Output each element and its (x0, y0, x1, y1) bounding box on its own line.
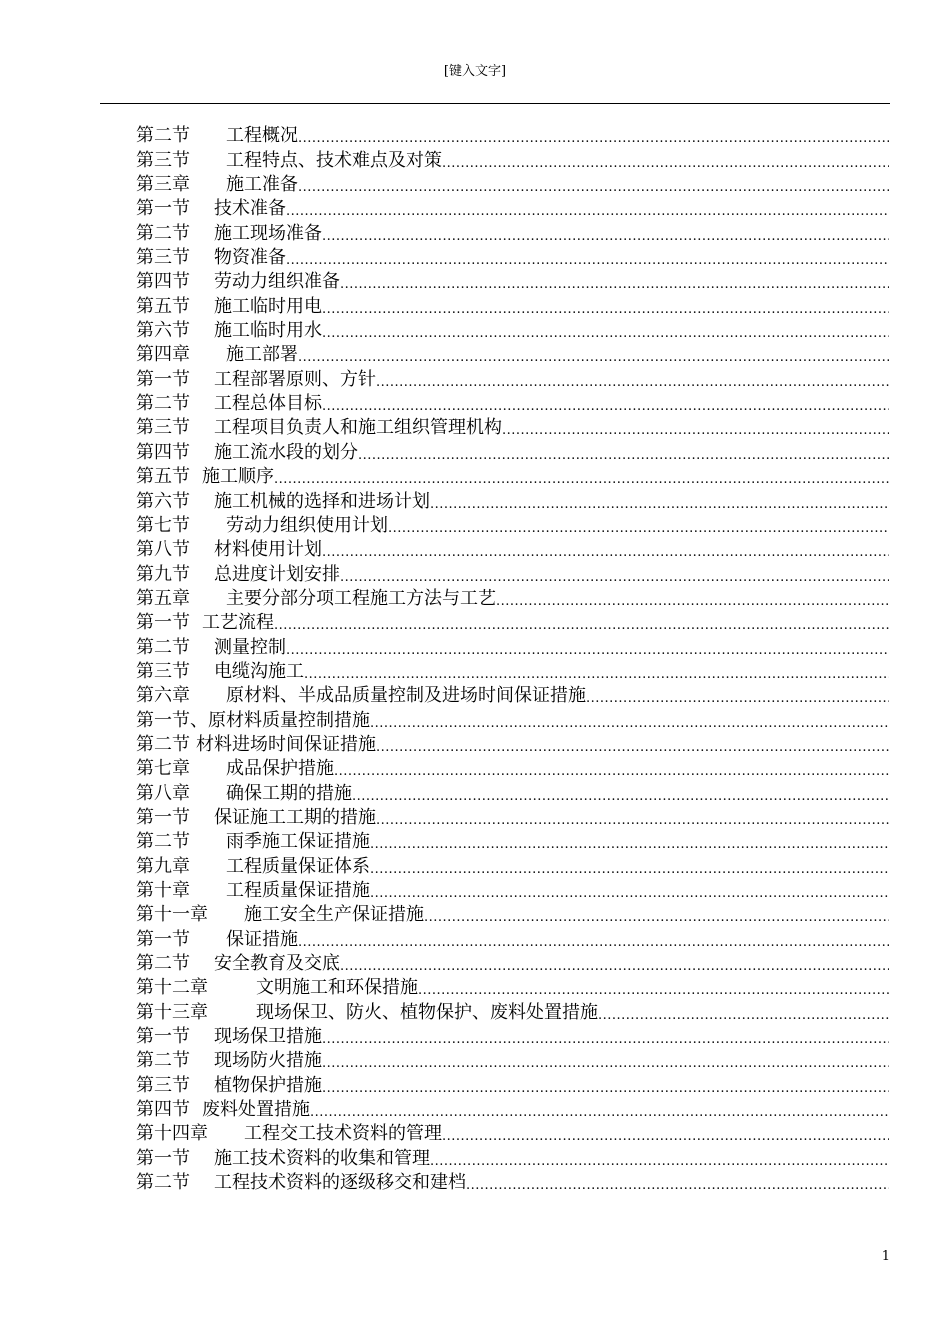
toc-entry-title: 文明施工和环保措施 (256, 977, 418, 999)
toc-dot-leader (274, 617, 889, 635)
toc-dot-leader (298, 934, 889, 952)
toc-entry-title: 原材料、半成品质量控制及进场时间保证措施 (226, 685, 586, 707)
toc-entry[interactable] (136, 416, 889, 440)
toc-entry-title: 工程技术资料的逐级移交和建档 (214, 1172, 466, 1194)
toc-dot-leader (322, 1055, 889, 1073)
toc-entry[interactable] (136, 489, 889, 513)
toc-dot-leader (298, 130, 889, 148)
toc-entry-number: 第六节 (136, 320, 190, 342)
toc-entry[interactable] (136, 660, 889, 684)
toc-entry-number: 第二节 (136, 733, 190, 755)
toc-entry-number: 第二节 (136, 1050, 190, 1072)
toc-entry-number: 第八章 (136, 782, 190, 804)
toc-entry-title: 物资准备 (214, 247, 286, 269)
toc-entry-number: 第四节 (136, 441, 190, 463)
toc-entry-number: 第三章 (136, 174, 190, 196)
toc-dot-leader (370, 715, 889, 733)
toc-entry-title: 工程概况 (226, 125, 298, 147)
toc-dot-leader (586, 690, 889, 708)
toc-entry[interactable] (136, 854, 889, 878)
toc-entry-number: 第三节 (136, 660, 190, 682)
toc-entry[interactable] (136, 927, 889, 951)
toc-entry-number: 第十章 (136, 880, 190, 901)
toc-entry-title: 植物保护措施 (214, 1074, 322, 1096)
toc-dot-leader (496, 593, 889, 611)
toc-entry-title: 工程质量保证体系 (226, 855, 370, 877)
toc-entry-title: 现场防火措施 (214, 1050, 322, 1072)
toc-entry[interactable] (136, 562, 889, 586)
toc-dot-leader (340, 569, 889, 587)
toc-entry[interactable] (136, 367, 889, 391)
toc-entry-title: 保证措施 (226, 928, 298, 950)
toc-entry-title: 劳动力组织准备 (214, 271, 340, 293)
toc-entry-title: 工程总体目标 (214, 393, 322, 415)
toc-dot-leader (322, 301, 889, 319)
toc-dot-leader (322, 1080, 889, 1098)
toc-dot-leader (442, 1128, 889, 1146)
toc-dot-leader (286, 252, 889, 270)
toc-entry-title: 施工准备 (226, 174, 298, 196)
toc-entry-number: 第五章 (136, 587, 190, 609)
toc-dot-leader (430, 1153, 889, 1171)
toc-entry-number: 第三节 (136, 247, 190, 269)
toc-dot-leader (352, 788, 889, 806)
toc-entry[interactable] (136, 148, 889, 172)
toc-entry-number: 第七节 (136, 514, 190, 536)
toc-entry[interactable] (136, 440, 889, 464)
toc-entry-title: 确保工期的措施 (226, 782, 352, 804)
toc-entry-title: 工程部署原则、方针 (214, 368, 376, 390)
toc-entry-number: 第二节 (136, 393, 190, 415)
toc-entry-title: 施工顺序 (202, 466, 274, 488)
toc-entry[interactable] (136, 952, 889, 976)
toc-entry-number: 第十三章 (136, 1001, 208, 1023)
toc-entry[interactable] (136, 538, 889, 562)
toc-entry-number: 第二节 (136, 953, 190, 975)
toc-entry-number: 第一节 (136, 368, 190, 390)
toc-entry-title: 废料处置措施 (202, 1099, 310, 1121)
toc-entry-number: 第六节 (136, 490, 190, 512)
toc-entry[interactable] (136, 879, 889, 903)
toc-dot-leader (322, 228, 889, 246)
toc-entry[interactable] (136, 294, 889, 318)
toc-entry-title: 雨季施工保证措施 (226, 831, 370, 853)
toc-entry-number: 第三节 (136, 1074, 190, 1096)
toc-entry[interactable] (136, 806, 889, 830)
toc-entry[interactable] (136, 708, 889, 732)
toc-entry-number: 第二节 (136, 636, 190, 658)
toc-dot-leader (598, 1007, 889, 1025)
toc-entry[interactable] (136, 684, 889, 708)
toc-entry-number: 第二节 (136, 831, 190, 853)
toc-entry[interactable] (136, 903, 889, 927)
toc-entry-title: 施工临时用电 (214, 295, 322, 317)
toc-dot-leader (442, 155, 889, 173)
toc-entry-number: 第四节 (136, 1099, 190, 1121)
toc-entry[interactable] (136, 1146, 889, 1170)
toc-entry[interactable] (136, 246, 889, 270)
toc-entry-number: 第五节 (136, 295, 190, 317)
toc-entry-number: 第一节 (136, 806, 190, 828)
toc-entry-title: 施工技术资料的收集和管理 (214, 1147, 430, 1169)
toc-entry-number: 第一节 (136, 612, 190, 634)
toc-entry[interactable] (136, 1073, 889, 1097)
toc-entry-title: 保证施工工期的措施 (214, 806, 376, 828)
toc-entry[interactable] (136, 514, 889, 538)
toc-entry-title: 施工机械的选择和进场计划 (214, 490, 430, 512)
toc-dot-leader (298, 179, 889, 197)
toc-entry[interactable] (136, 173, 889, 197)
toc-entry-number: 第三节 (136, 417, 190, 439)
toc-entry-number: 第一节 (136, 1026, 190, 1048)
toc-dot-leader (388, 520, 889, 538)
toc-entry[interactable] (136, 757, 889, 781)
toc-entry-title: 工程项目负责人和施工组织管理机构 (214, 417, 502, 439)
toc-dot-leader (298, 349, 889, 367)
toc-entry[interactable] (136, 1025, 889, 1049)
toc-dot-leader (340, 276, 889, 294)
toc-entry-title: 工程交工技术资料的管理 (244, 1123, 442, 1145)
toc-entry[interactable] (136, 587, 889, 611)
toc-dot-leader (286, 642, 889, 660)
toc-dot-leader (322, 325, 889, 343)
toc-entry[interactable] (136, 392, 889, 416)
toc-entry-title: 工程特点、技术难点及对策 (226, 149, 442, 171)
toc-entry[interactable] (136, 781, 889, 805)
page-header: [键入文字] (443, 64, 507, 79)
toc-entry-number: 第一节 (136, 1147, 190, 1169)
toc-entry-number: 第二节 (136, 222, 190, 244)
toc-dot-leader (370, 836, 889, 854)
toc-entry-title: 施工流水段的划分 (214, 441, 358, 463)
toc-entry[interactable] (136, 733, 889, 757)
toc-entry-number: 第一节 (136, 928, 190, 950)
toc-dot-leader (358, 447, 889, 465)
toc-entry[interactable] (136, 976, 889, 1000)
toc-entry-number: 第二节 (136, 125, 190, 147)
header-divider (100, 103, 890, 104)
toc-entry[interactable] (136, 270, 889, 294)
toc-entry-title: 技术准备 (214, 198, 286, 220)
toc-entry-title: 成品保护措施 (226, 758, 334, 780)
toc-dot-leader (418, 982, 889, 1000)
toc-entry-number: 第十二章 (136, 977, 208, 999)
toc-dot-leader (334, 763, 889, 781)
toc-entry-title: 材料进场时间保证措施 (196, 733, 376, 755)
toc-entry-title: 电缆沟施工 (214, 660, 304, 682)
toc-entry-number: 第十四章 (136, 1123, 208, 1145)
toc-entry-title: 现场保卫、防火、植物保护、废料处置措施 (256, 1001, 598, 1023)
toc-entry-title: 主要分部分项工程施工方法与工艺 (226, 587, 496, 609)
toc-entry-title: 现场保卫措施 (214, 1026, 322, 1048)
toc-entry-number: 第一节 (136, 198, 190, 220)
toc-entry-number: 第二节 (136, 1172, 190, 1194)
toc-dot-leader (340, 958, 889, 976)
toc-entry[interactable] (136, 611, 889, 635)
toc-entry-number: 第十一章 (136, 904, 208, 926)
toc-entry-title: 施工安全生产保证措施 (244, 904, 424, 926)
toc-entry-title: 测量控制 (214, 636, 286, 658)
toc-dot-leader (376, 812, 889, 830)
page-number: 1 (881, 1249, 890, 1264)
toc-entry[interactable] (136, 343, 889, 367)
toc-dot-leader (322, 398, 889, 416)
toc-entry[interactable] (136, 197, 889, 221)
toc-dot-leader (376, 739, 889, 757)
toc-entry-number: 第四节 (136, 271, 190, 293)
toc-entry-title: 原材料质量控制措施 (208, 709, 370, 731)
toc-entry-title: 施工临时用水 (214, 320, 322, 342)
table-of-contents (136, 124, 889, 1195)
toc-dot-leader (286, 203, 889, 221)
toc-entry[interactable] (136, 124, 889, 148)
toc-dot-leader (376, 374, 889, 392)
toc-entry[interactable] (136, 1049, 889, 1073)
toc-entry-number: 第九节 (136, 563, 190, 585)
toc-entry-title: 工艺流程 (202, 612, 274, 634)
toc-entry-number: 第七章 (136, 758, 190, 780)
toc-entry[interactable] (136, 1098, 889, 1122)
toc-dot-leader (466, 1177, 889, 1195)
toc-entry-number: 第五节 (136, 466, 190, 488)
toc-entry-title: 安全教育及交底 (214, 953, 340, 975)
toc-entry[interactable] (136, 221, 889, 245)
toc-entry-title: 施工现场准备 (214, 222, 322, 244)
toc-entry-number: 第四章 (136, 344, 190, 366)
toc-dot-leader (502, 422, 889, 440)
toc-entry[interactable] (136, 830, 889, 854)
toc-entry[interactable] (136, 319, 889, 343)
toc-dot-leader (430, 496, 889, 514)
toc-entry-number: 第八节 (136, 539, 190, 561)
toc-dot-leader (310, 1104, 889, 1122)
toc-entry-number: 第六章 (136, 685, 190, 707)
toc-entry-title: 施工部署 (226, 344, 298, 366)
toc-entry-number: 第三节 (136, 149, 190, 171)
toc-entry[interactable] (136, 1171, 889, 1195)
toc-dot-leader (424, 909, 889, 927)
toc-entry[interactable] (136, 465, 889, 489)
toc-entry-number: 第一节、 (136, 709, 208, 731)
toc-entry[interactable] (136, 635, 889, 659)
toc-entry-title: 工程质量保证措施 (226, 880, 370, 901)
toc-dot-leader (274, 471, 889, 489)
toc-dot-leader (304, 666, 889, 684)
toc-dot-leader (370, 885, 889, 903)
toc-entry-title: 总进度计划安排 (214, 563, 340, 585)
toc-dot-leader (322, 544, 889, 562)
toc-dot-leader (370, 861, 889, 879)
toc-entry-title: 劳动力组织使用计划 (226, 514, 388, 536)
toc-dot-leader (322, 1031, 889, 1049)
toc-entry[interactable] (136, 1122, 889, 1146)
toc-entry-number: 第九章 (136, 855, 190, 877)
toc-entry[interactable] (136, 1000, 889, 1024)
toc-entry-title: 材料使用计划 (214, 539, 322, 561)
